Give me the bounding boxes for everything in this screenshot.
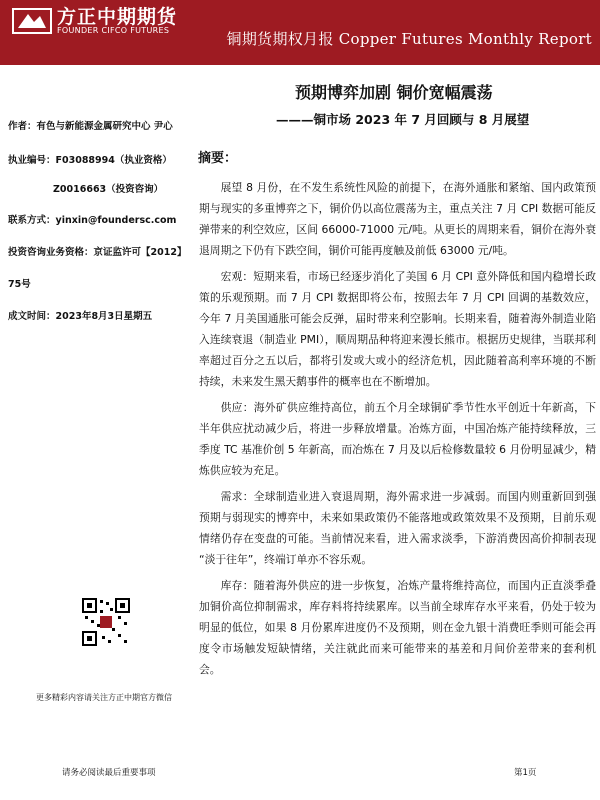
- page-number: 第1页: [514, 768, 537, 778]
- wechat-qr-code-icon[interactable]: [82, 598, 130, 646]
- qr-caption: 更多精彩内容请关注方正中期官方微信: [36, 693, 172, 702]
- footer-disclaimer: 请务必阅读最后重要事项: [62, 768, 156, 778]
- author-info: 作者：有色与新能源金属研究中心 尹心: [8, 121, 173, 132]
- report-series-title: 铜期货期权月报 Copper Futures Monthly Report: [226, 30, 592, 48]
- supply-paragraph: 供应：海外矿供应维持高位，前五个月全球铜矿季节性水平创近十年新高，下半年供应扰动减少后，将进一步释放增量。冶炼方面，中国冶炼产能持续释放，三季度 TC 基准价创 5 年新高，而冶炼在 7 月及以后检修数量较 6 月份明显减少，精炼供应较为充足。: [199, 401, 596, 477]
- demand-paragraph: 需求：全球制造业进入衰退周期，海外需求进一步减弱。而国内则重新回到强预期与弱现实的博弈中，未来如果政策仍不能落地或政策效果不及预期，目前乐观情绪仍存在变盘的可能。当前情况来看，进入需求淡季，下游消费因高价抑制表现 “淡于往年”，终端订单亦不容乐观。: [199, 490, 596, 566]
- company-logo-icon: [12, 8, 52, 34]
- company-name-en: FOUNDER CIFCO FUTURES: [57, 26, 170, 35]
- contact-info[interactable]: 联系方式：yinxin@foundersc.com: [8, 215, 177, 226]
- company-name-cn: 方正中期期货: [57, 6, 178, 28]
- header-banner: [0, 0, 600, 65]
- publish-date: 成文时间：2023年8月3日星期五: [8, 311, 153, 322]
- abstract-label: 摘要：: [198, 151, 238, 166]
- macro-paragraph: 宏观：短期来看，市场已经逐步消化了美国 6 月 CPI 意外降低和国内稳增长政策的乐观预期。而 7 月 CPI 数据即将公布，按照去年 7 月 CPI 回调的基数效应，今年 7 月美国通胀可能会反弹，届时带来利空影响。长期来看，随着海外制造业陷入连续衰退（制造业 PMI），顺周期品种将迎来漫长熊市。根据历史规律，当联邦利率超过百分之五以后，都将引发或大或小的经济危机，因此随着高利率环境的不断持续，未来发生黑天鹅事件的概率也在不断增加。: [199, 270, 596, 388]
- license-number-2: Z0016663（投资咨询）: [53, 184, 164, 195]
- page-subtitle: ———铜市场 2023 年 7 月回顾与 8 月展望: [276, 112, 530, 127]
- summary-paragraph: 展望 8 月份，在不发生系统性风险的前提下，在海外通胀和紧缩、国内政策预期与现实的多重博弈之下，铜价仍以高位震荡为主，重点关注 7 月 CPI 数据可能反弹带来的利空效应，区间 66000-71000 元/吨。从更长的周期来看，铜价在海外衰退周期之下仍有下跌空间，铜价可能再度触及前低 63000 元/吨。: [199, 181, 596, 257]
- license-number: 执业编号：F03088994（执业资格）: [8, 155, 172, 166]
- abstract-body: [199, 177, 596, 685]
- inventory-paragraph: 库存：随着海外供应的进一步恢复，冶炼产量将维持高位，而国内正直淡季叠加铜价高位抑制需求，库存料将持续累库。以当前全球库存水平来看，仍处于较为明显的低位，如果 8 月份累库进度仍不及预期，则在金九银十消费旺季则可能会再度令市场触发短缺情绪，关注就此而来可能带来的基差和月间价差带来的套利机会。: [199, 579, 596, 676]
- qualification-line-1: 投资咨询业务资格：京证监许可【2012】: [8, 247, 187, 258]
- page-title: 预期博弈加剧 铜价宽幅震荡: [295, 83, 493, 102]
- qualification-line-2: 75号: [8, 279, 31, 290]
